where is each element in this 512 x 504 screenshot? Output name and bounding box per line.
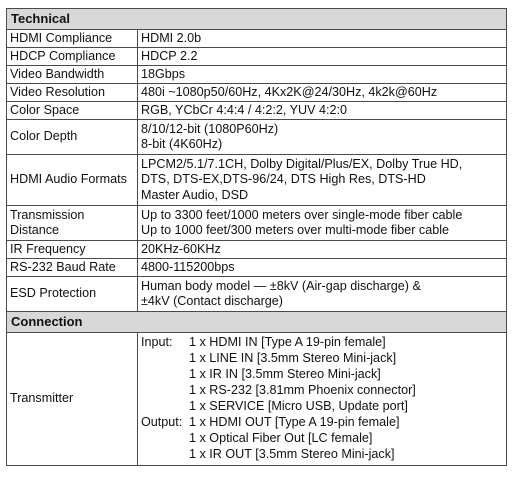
spec-value-line: Master Audio, DSD	[141, 187, 249, 202]
spec-label: Color Space	[7, 102, 138, 120]
spec-value: HDCP 2.2	[138, 48, 507, 66]
port-item: 1 x LINE IN [3.5mm Stereo Mini-jack]	[189, 351, 397, 365]
spec-value-line: ±4kV (Contact discharge)	[141, 294, 284, 308]
spec-row-ir-frequency	[7, 241, 507, 259]
port-item: 1 x HDMI IN [Type A 19-pin female]	[189, 335, 386, 349]
spec-label: Video Bandwidth	[7, 66, 138, 84]
spec-value-line: 8-bit (4K60Hz)	[141, 137, 223, 151]
spec-label-line: Transmission	[10, 207, 85, 222]
spec-label: Transmitter	[7, 333, 138, 466]
port-item: 1 x HDMI OUT [Type A 19-pin female]	[189, 415, 400, 429]
spec-value: 20KHz-60KHz	[138, 241, 507, 259]
spec-row-esd-protection	[7, 277, 507, 312]
spec-value: HDMI 2.0b	[138, 30, 507, 48]
spec-label: IR Frequency	[7, 241, 138, 259]
spec-label	[7, 206, 138, 241]
spec-value	[138, 277, 507, 312]
port-item: 1 x SERVICE [Micro USB, Update port]	[189, 399, 408, 413]
spec-row-hdcp-compliance	[7, 48, 507, 66]
spec-row-color-space	[7, 102, 507, 120]
section-header-technical	[7, 9, 507, 30]
spec-row-hdmi-audio-formats	[7, 155, 507, 206]
spec-label: HDMI Audio Formats	[7, 155, 138, 206]
output-label: Output:	[141, 415, 183, 429]
port-item: 1 x IR IN [3.5mm Stereo Mini-jack]	[189, 367, 381, 381]
spec-row-video-resolution	[7, 84, 507, 102]
spec-label: RS-232 Baud Rate	[7, 259, 138, 277]
spec-value: RGB, YCbCr 4:4:4 / 4:2:2, YUV 4:2:0	[138, 102, 507, 120]
spec-value-line: 8/10/12-bit (1080P60Hz)	[141, 121, 279, 136]
transmitter-ports	[141, 335, 503, 463]
spec-label: Color Depth	[7, 120, 138, 155]
spec-table	[6, 8, 507, 466]
spec-label: HDCP Compliance	[7, 48, 138, 66]
input-label: Input:	[141, 335, 173, 349]
spec-value: 4800-115200bps	[138, 259, 507, 277]
spec-value-line: DTS, DTS-EX,DTS-96/24, DTS High Res, DTS-HD	[141, 172, 426, 187]
spec-value	[138, 206, 507, 241]
spec-row-video-bandwidth	[7, 66, 507, 84]
spec-sheet	[6, 8, 506, 466]
spec-value	[138, 333, 507, 466]
spec-label: HDMI Compliance	[7, 30, 138, 48]
section-title: Connection	[7, 312, 507, 333]
spec-value	[138, 120, 507, 155]
port-item: 1 x Optical Fiber Out [LC female]	[189, 431, 373, 445]
spec-label: ESD Protection	[7, 277, 138, 312]
spec-row-color-depth	[7, 120, 507, 155]
spec-row-transmitter	[7, 333, 507, 466]
section-title: Technical	[7, 9, 507, 30]
spec-label-line: Distance	[10, 223, 59, 237]
spec-value	[138, 155, 507, 206]
spec-value-line: Up to 3300 feet/1000 meters over single-mode fiber cable	[141, 207, 463, 222]
port-item: 1 x RS-232 [3.81mm Phoenix connector]	[189, 383, 416, 397]
spec-row-rs232-baud-rate	[7, 259, 507, 277]
spec-value-line: Human body model — ±8kV (Air-gap discharge) &	[141, 278, 421, 293]
spec-row-hdmi-compliance	[7, 30, 507, 48]
spec-label: Video Resolution	[7, 84, 138, 102]
spec-value-line: LPCM2/5.1/7.1CH, Dolby Digital/Plus/EX, Dolby True HD,	[141, 156, 463, 171]
port-item: 1 x IR OUT [3.5mm Stereo Mini-jack]	[189, 447, 395, 461]
spec-value: 18Gbps	[138, 66, 507, 84]
section-header-connection	[7, 312, 507, 333]
spec-row-transmission-distance	[7, 206, 507, 241]
spec-value-line: Up to 1000 feet/300 meters over multi-mode fiber cable	[141, 223, 450, 237]
spec-value: 480i ~1080p50/60Hz, 4Kx2K@24/30Hz, 4k2k@60Hz	[138, 84, 507, 102]
